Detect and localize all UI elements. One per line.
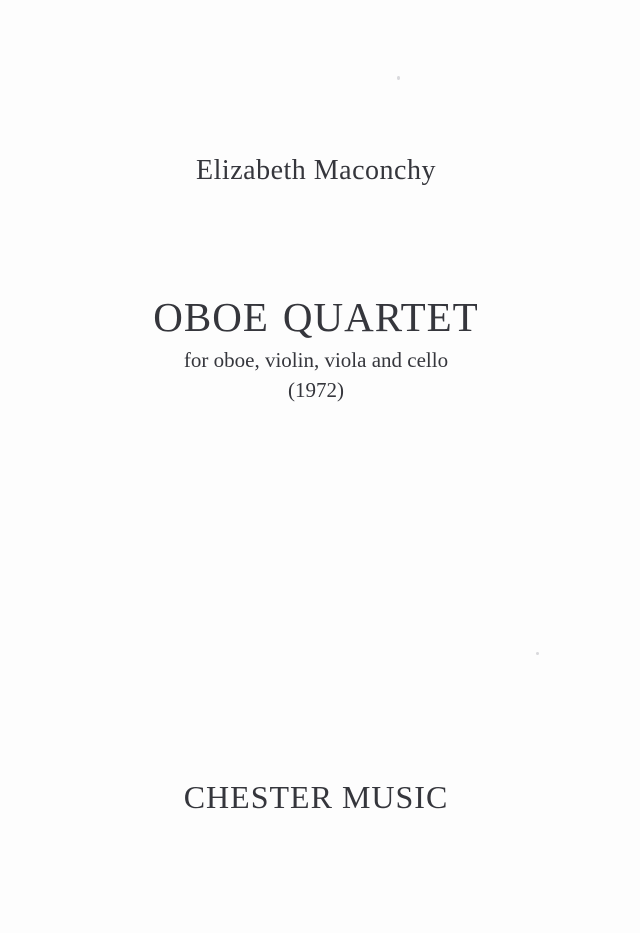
composition-year: (1972): [288, 378, 344, 402]
work-title-word-1: OBOE: [153, 294, 269, 340]
instrumentation-subtitle: for oboe, violin, viola and cello: [183, 348, 449, 372]
composer-name: Elizabeth Maconchy: [196, 155, 436, 186]
scan-speck: [397, 76, 400, 80]
scan-speck: [536, 652, 539, 655]
publisher-name: CHESTER MUSIC: [183, 779, 449, 815]
work-title: [0, 293, 632, 341]
work-title-word-2: QUARTET: [282, 294, 479, 340]
